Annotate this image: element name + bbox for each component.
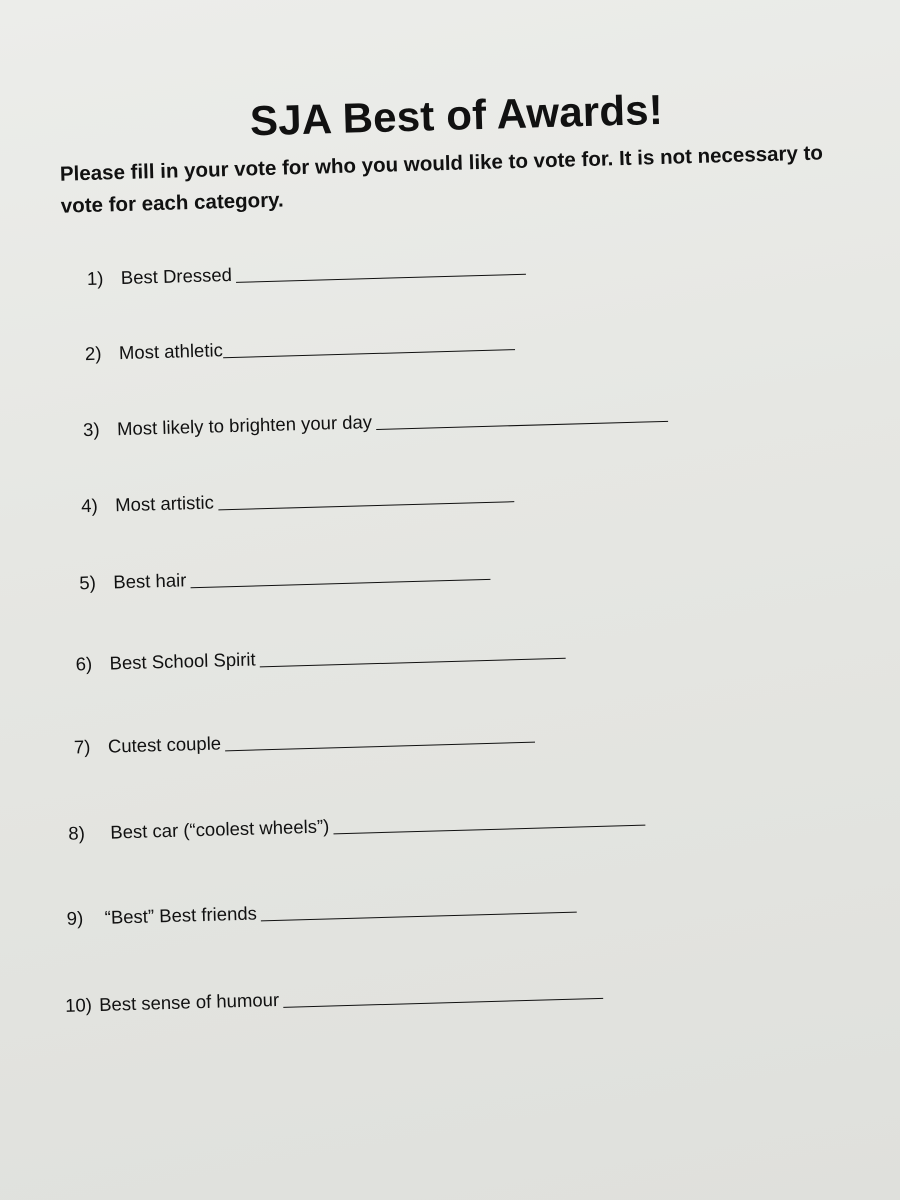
category-most-artistic [81,483,514,517]
category-number: 1) [86,267,104,290]
category-number: 8) [68,822,86,844]
category-number: 6) [75,653,93,675]
vote-blank-line[interactable] [376,420,668,430]
page-title: SJA Best of Awards! [249,85,664,145]
category-number: 9) [66,907,84,929]
vote-blank-line[interactable] [260,657,566,668]
category-number: 5) [79,571,97,594]
category-most-athletic [85,331,515,365]
category-label: Best car (“coolest wheels”) [110,815,330,843]
category-number: 7) [73,736,91,758]
vote-blank-line[interactable] [223,348,515,358]
category-number: 10) [64,994,93,1016]
category-label: Most athletic [118,339,224,364]
category-cutest-couple [74,724,536,759]
vote-blank-line[interactable] [333,824,645,835]
vote-blank-line[interactable] [218,500,514,510]
category-number: 2) [84,342,102,365]
instructions-text: Please fill in your vote for who you would like to vote for. It is not necessary to vote for each category. [59,141,824,218]
category-best-car [68,807,645,845]
category-label: Best School Spirit [109,648,256,674]
category-label: Best Dressed [120,263,233,289]
category-label: Best sense of humour [98,988,280,1015]
vote-blank-line[interactable] [191,578,491,588]
category-brighten-day [83,403,668,441]
category-label: Most artistic [114,491,215,516]
category-best-friends [66,894,577,930]
category-best-hair [79,561,490,594]
vote-blank-line[interactable] [283,997,603,1008]
category-best-dressed [87,256,526,290]
category-label: Cutest couple [107,732,222,757]
vote-blank-line[interactable] [225,741,535,752]
category-school-spirit [75,640,565,676]
vote-blank-line[interactable] [236,273,526,283]
category-label: Best hair [113,569,187,593]
category-label: “Best” Best friends [104,902,258,928]
vote-blank-line[interactable] [261,911,577,922]
category-label: Most likely to brighten your day [116,411,373,440]
category-number: 3) [82,418,100,441]
category-number: 4) [80,494,98,517]
category-sense-of-humour [65,980,603,1017]
